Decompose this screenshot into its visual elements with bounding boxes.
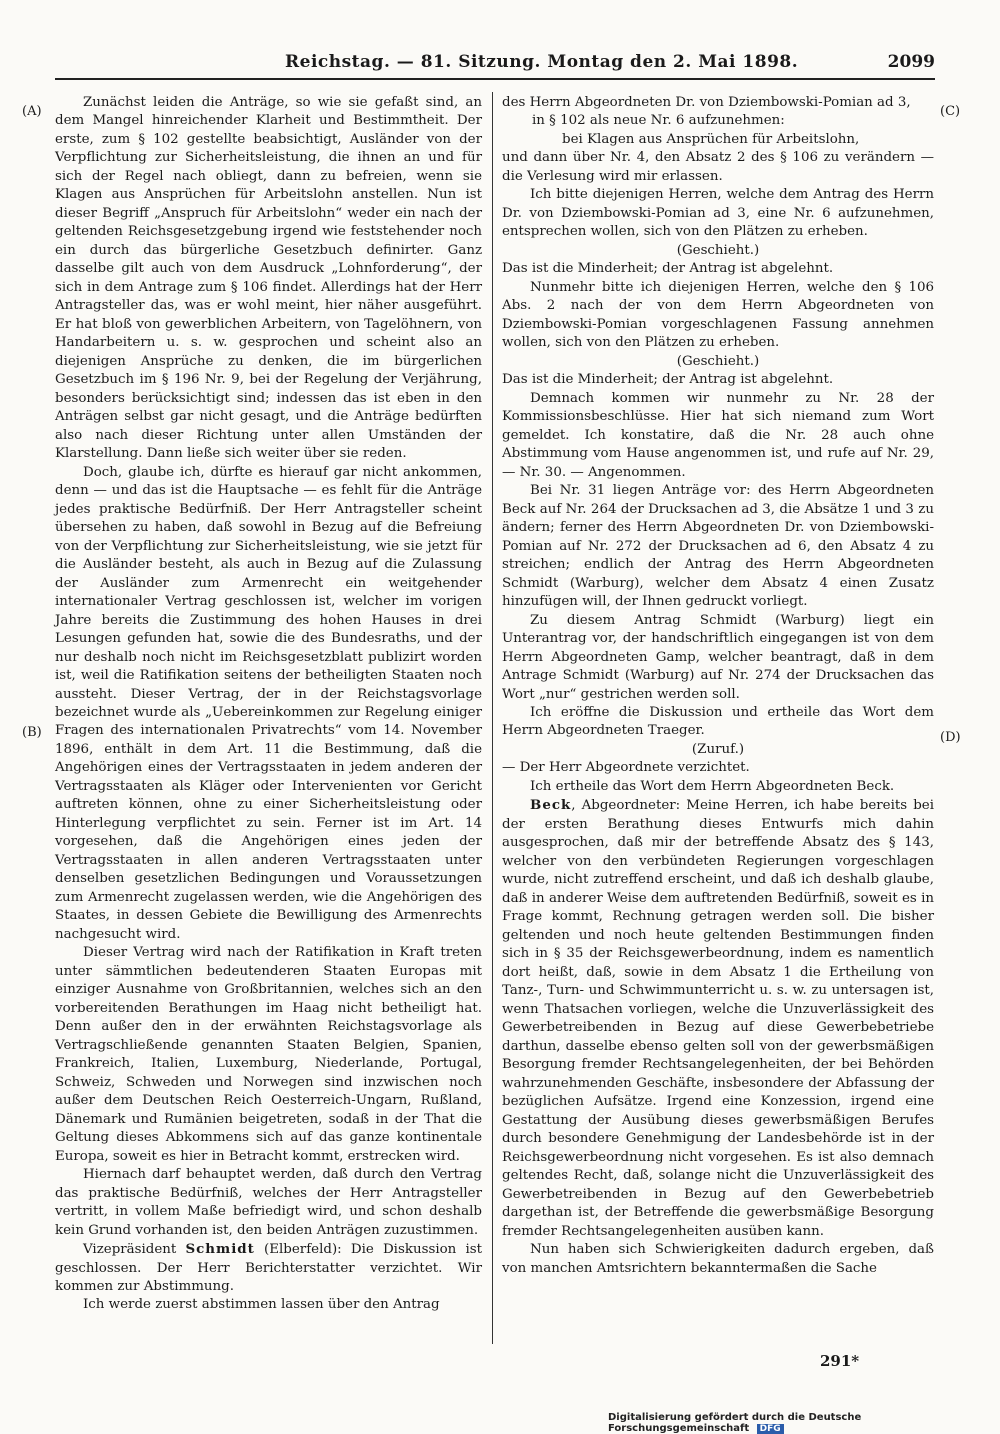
paragraph: des Herrn Abgeordneten Dr. von Dziembowski-Pomian ad 3, [502, 95, 911, 110]
right-column [502, 94, 934, 1278]
paragraph: Ich bitte diejenigen Herren, welche dem Antrag des Herrn Dr. von Dziembowski-Pomian ad 3, eine Nr. 6 aufzunehmen, entsprechen wollen, sich von den Plätzen zu erheben. [502, 187, 934, 240]
column-divider [492, 92, 493, 1344]
page-number: 2099 [887, 52, 935, 72]
paragraph: Doch, glaube ich, dürfte es hierauf gar nicht ankommen, denn — und das ist die Hauptsache — es fehlt für die Anträge jedes praktische Bedürfniß. Der Herr Antragsteller scheint übersehen zu haben, daß sowohl in Bezug auf die Befreiung von der Verpflichtung zur Sicherheitsleistung, wie sie jetzt für die Ausländer besteht, als auch in Bezug auf die Zulassung der Ausländer zum Armenrecht ein weitgehender internationaler Vertrag geschlossen ist, welcher im vorigen Jahre bereits die Zustimmung des hohen Hauses in drei Lesungen gefunden hat, sowie die des Bundesraths, und der nur deshalb noch nicht im Reichsgesetzblatt publizirt worden ist, weil die Ratifikation seitens der betheiligten Staaten noch aussteht. Dieser Vertrag, der in der Reichstagsvorlage bezeichnet wurde als „Uebereinkommen zur Regelung einiger Fragen des internationalen Privatrechts“ vom 14. November 1896, enthält in dem Art. 11 die Bestimmung, daß die Angehörigen eines der Vertragsstaaten in jedem anderen der Vertragsstaaten als Kläger oder Intervenienten vor Gericht auftreten können, ohne zu einer Sicherheitsleistung oder Hinterlegung verpflichtet zu sein. Ferner ist im Art. 14 vorgesehen, daß die Angehörigen eines jeden der Vertragsstaaten in allen anderen Vertragsstaaten unter denselben gesetzlichen Bedingungen und Voraussetzungen zum Armenrecht zugelassen werden, wie die Angehörigen des Staates, in dessen Gebiete die Bewilligung des Armenrechts nachgesucht wird. [55, 464, 482, 942]
header-title: Reichstag. — 81. Sitzung. Montag den 2. Mai 1898. [285, 52, 799, 72]
stage-direction: (Zuruf.) [691, 741, 745, 757]
paragraph: Nun haben sich Schwierigkeiten dadurch ergeben, daß von manchen Amtsrichtern bekanntermaßen die Sache [502, 1242, 934, 1276]
dfg-logo: DFG [757, 1424, 784, 1434]
margin-mark-d: (D) [940, 730, 961, 745]
speaker-name: Schmidt [185, 1241, 255, 1258]
footer [608, 1412, 1000, 1434]
motion-quote: bei Klagen aus Ansprüchen für Arbeitslohn, [562, 131, 860, 147]
paragraph: Ich eröffne die Diskussion und ertheile das Wort dem Herrn Abgeordneten Traeger. [502, 704, 934, 739]
speaker-paragraph [55, 1240, 482, 1296]
paragraph: Bei Nr. 31 liegen Anträge vor: des Herrn Abgeordneten Beck auf Nr. 264 der Drucksachen ad 3, die Absätze 1 und 3 zu ändern; ferner des Herrn Abgeordneten Dr. von Dziembowski-Pomian auf Nr. 272 der Drucksachen ad 6, den Absatz 4 zu streichen; endlich der Antrag des Herrn Abgeordneten Schmidt (Warburg), welcher dem Absatz 4 einen Zusatz hinzufügen will, der Ihnen gedruckt vorliegt. [502, 483, 934, 610]
margin-mark-c: (C) [940, 104, 961, 119]
motion-text: in § 102 als neue Nr. 6 aufzunehmen: [532, 113, 785, 129]
paragraph: und dann über Nr. 4, den Absatz 2 des § 106 zu verändern — die Verlesung wird mir erlassen. [502, 150, 934, 184]
signature-mark: 291* [820, 1352, 860, 1370]
speaker-name: Beck [530, 797, 572, 814]
paragraph: Zu diesem Antrag Schmidt (Warburg) liegt ein Unterantrag vor, der handschriftlich eingegangen ist von dem Herrn Abgeordneten Gamp, welcher beantragt, daß in dem Antrage Schmidt (Warburg) auf Nr. 274 der Drucksachen das Wort „nur“ gestrichen werden soll. [502, 612, 934, 702]
footer-text: Digitalisierung gefördert durch die Deutsche Forschungsgemeinschaft [608, 1412, 862, 1434]
stage-direction: (Geschieht.) [676, 242, 760, 258]
paragraph: Das ist die Minderheit; der Antrag ist abgelehnt. [502, 261, 834, 277]
paragraph: — Der Herr Abgeordnete verzichtet. [502, 760, 750, 776]
paragraph: Zunächst leiden die Anträge, so wie sie gefaßt sind, an dem Mangel hinreichender Klarheit und Bestimmtheit. Der erste, zum § 102 gestellte beabsichtigt, Ausländer von der Verpflichtung zur Sicherheitsleistung, die ihnen an und für sich der Regel nach obliegt, dann zu befreien, wenn sie Klagen aus Ansprüchen für Arbeitslohn anstellen. Nun ist dieser Begriff „Anspruch für Arbeitslohn“ weder ein nach der geltenden Reichsgesetzgebung irgend wie feststehender noch ein durch das bürgerliche Gesetzbuch definirter. Ganz dasselbe gilt auch von dem Ausdruck „Lohnforderung“, der sich in dem Antrage zum § 106 findet. Allerdings hat der Herr Antragsteller das, was er wohl meint, hier näher ausgeführt. Er hat bloß von gewerblichen Arbeitern, von Tagelöhnern, von Handarbeitern u. s. w. gesprochen und scheint also an diejenigen Ansprüche zu denken, die im bürgerlichen Gesetzbuch im § 196 Nr. 9, bei der Regelung der Verjährung, besonders berücksichtigt sind; indessen das ist eben in den Anträgen selbst gar nicht gesagt, und die Anträge bedürften also nach dieser Richtung unter allen Umständen der Klarstellung. Dann ließe sich weiter über sie reden. [55, 95, 482, 462]
paragraph: Das ist die Minderheit; der Antrag ist abgelehnt. [502, 372, 834, 388]
paragraph: Demnach kommen wir nunmehr zu Nr. 28 der Kommissionsbeschlüsse. Hier hat sich niemand zum Wort gemeldet. Ich konstatire, daß die Nr. 28 auch ohne Abstimmung vom Hause angenommen ist, und rufe auf Nr. 29, — Nr. 30. — Angenommen. [502, 390, 934, 480]
paragraph: Ich werde zuerst abstimmen lassen über den Antrag [83, 1297, 440, 1313]
speaker-prefix: Vizepräsident [83, 1242, 186, 1258]
page-header [55, 50, 935, 80]
stage-direction: (Geschieht.) [676, 353, 760, 369]
speaker-text: , Abgeordneter: Meine Herren, ich habe bereits bei der ersten Berathung dieses Entwurfs mich dahin ausgesprochen, daß mir der betreffende Absatz des § 143, welcher von den verbündeten Regierungen vorgeschlagen wurde, nicht zutreffend erscheint, und daß ich deshalb glaube, daß in anderer Weise dem auftretenden Bedürfniß, soweit es in Frage kommt, Rechnung getragen werden soll. Die bisher geltenden und noch heute geltenden Bestimmungen finden sich in § 35 der Reichsgewerbeordnung, indem es namentlich dort heißt, daß, sowie in dem Absatz 1 die Ertheilung von Tanz-, Turn- und Schwimmunterricht u. s. w. zu untersagen ist, wenn Thatsachen vorliegen, welche die Unzuverlässigkeit des Gewerbetreibenden in Bezug auf diese Gewerbebetriebe darthun, dasselbe ebenso gelten soll von der gewerbsmäßigen Besorgung fremder Rechtsangelegenheiten, der bei Behörden wahrzunehmenden Geschäfte, insbesondere der Abfassung der bezüglichen Aufsätze. Irgend eine Konzession, irgend eine Gestattung der Ausübung dieses gewerbsmäßigen Berufes durch besondere Genehmigung der Landesbehörde ist in der Reichsgewerbeordnung nicht vorgesehen. Es ist also demnach geltendes Recht, daß, solange nicht die Unzuverlässigkeit des Gewerbetreibenden in Bezug auf den Gewerbebetrieb dargethan ist, der Betreffende die gewerbsmäßige Besorgung fremder Rechtsangelegenheiten ausüben kann. [502, 798, 934, 1239]
speaker-paragraph [502, 796, 934, 1241]
margin-mark-b: (B) [22, 725, 42, 740]
left-column [55, 94, 482, 1315]
speaker-text: (Elberfeld): Die Diskussion ist geschlossen. Der Herr Berichterstatter verzichtet. Wir kommen zur Abstimmung. [55, 1242, 482, 1294]
margin-mark-a: (A) [22, 104, 42, 119]
paragraph: Hiernach darf behauptet werden, daß durch den Vertrag das praktische Bedürfniß, welches der Herr Antragsteller vertritt, in vollem Maße befriedigt wird, und schon deshalb kein Grund vorhanden ist, den beiden Anträgen zuzustimmen. [55, 1167, 482, 1238]
paragraph: Ich ertheile das Wort dem Herrn Abgeordneten Beck. [530, 778, 895, 794]
paragraph: Nunmehr bitte ich diejenigen Herren, welche den § 106 Abs. 2 nach der von dem Herrn Abgeordneten von Dziembowski-Pomian vorgeschlagenen Fassung annehmen wollen, sich von den Plätzen zu erheben. [502, 279, 934, 351]
paragraph: Dieser Vertrag wird nach der Ratifikation in Kraft treten unter sämmtlichen bedeutenderen Staaten Europas mit einziger Ausnahme von Großbritannien, welches sich an den vorbereitenden Berathungen im Haag nicht betheiligt hat. Denn außer den in der erwähnten Reichstagsvorlage als Vertragschließende genannten Staaten Belgien, Spanien, Frankreich, Italien, Luxemburg, Niederlande, Portugal, Schweiz, Schweden und Norwegen sind inzwischen noch außer dem Deutschen Reich Oesterreich-Ungarn, Rußland, Dänemark und Rumänien beigetreten, sodaß in der That die Geltung dieses Abkommens sich auf das ganze kontinentale Europa, soweit es hier in Betracht kommt, erstrecken wird. [55, 945, 482, 1164]
